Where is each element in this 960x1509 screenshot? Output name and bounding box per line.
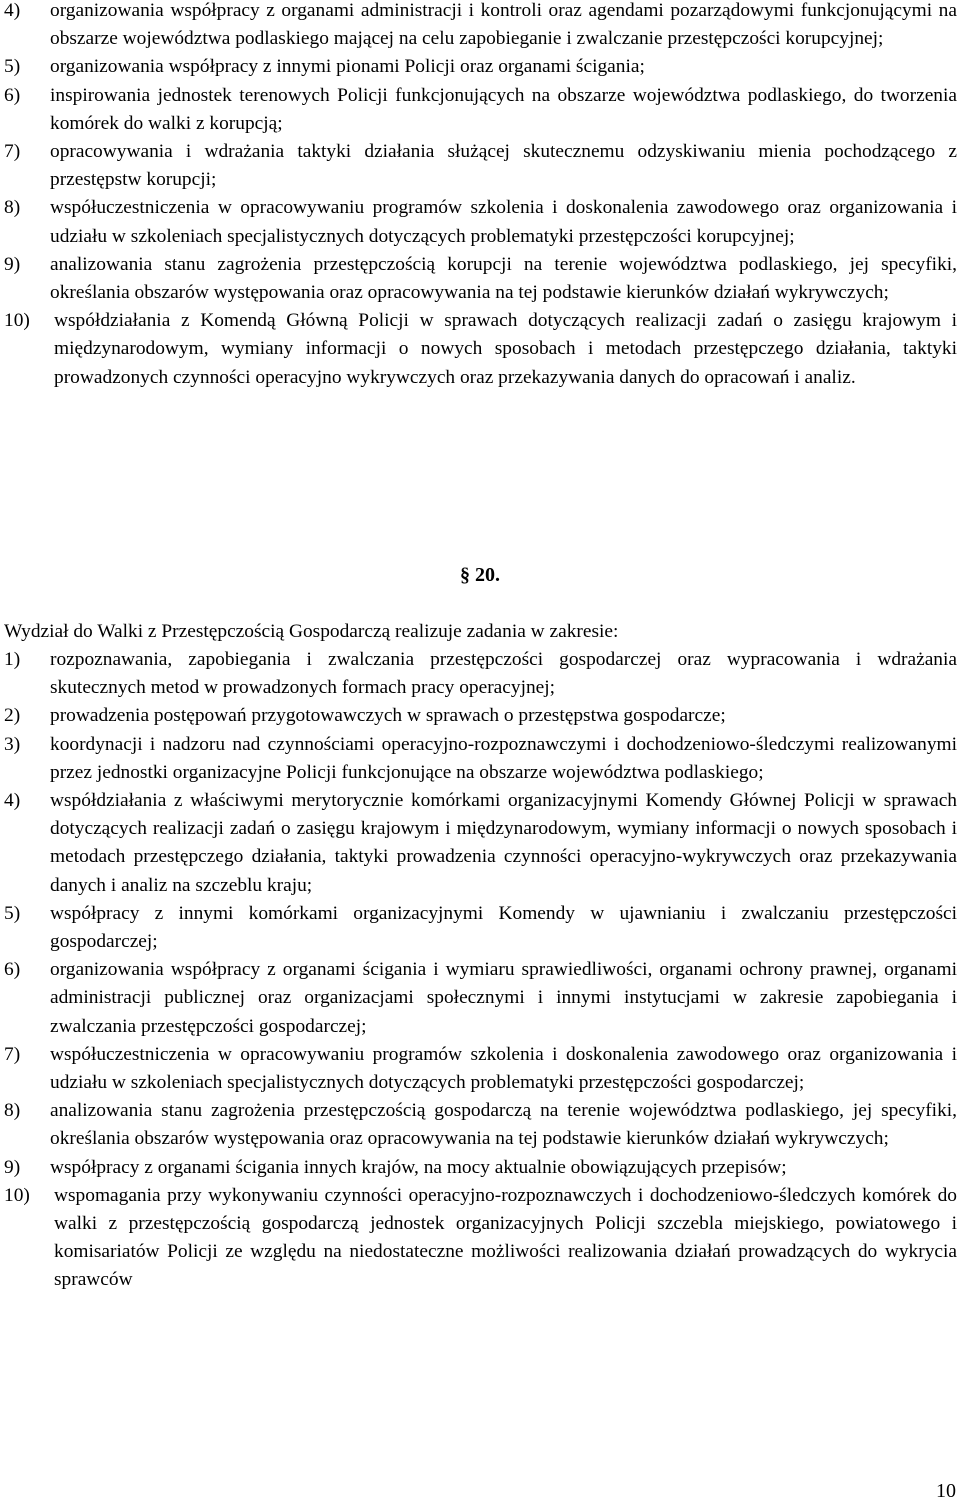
item-number: 8) [4,197,21,219]
list-item [4,82,957,138]
item-number: 4) [4,0,21,21]
list-item [4,1182,957,1295]
item-number: 9) [4,1156,21,1178]
list-item [4,138,957,194]
list-item [4,194,957,250]
item-text: organizowania współpracy z organami administracji i kontroli oraz agendami pozarządowymi funkcjonującymi na obszarze województwa podlaskiego mającej na celu zapobieganie i zwalczanie przestępczości korupcyjnej; [50,0,957,50]
item-number: 3) [4,733,21,755]
item-number: 6) [4,959,21,981]
item-number: 6) [4,84,21,106]
list-item [4,307,957,392]
item-text: współuczestniczenia w opracowywaniu programów szkolenia i doskonalenia zawodowego oraz organizowania i udziału w szkoleniach specjalistycznych dotyczących problematyki przestępczości korupcyjnej; [50,197,957,247]
list-item [4,0,957,53]
item-text: opracowywania i wdrażania taktyki działania służącej skutecznemu odzyskiwaniu mienia pochodzącego z przestępstw korupcji; [50,141,957,191]
list-item [4,646,957,702]
list-item [4,53,957,81]
list-item [4,731,957,787]
item-text: współuczestniczenia w opracowywaniu programów szkolenia i doskonalenia zawodowego oraz organizowania i udziału w szkoleniach specjalistycznych dotyczących problematyki przestępczości gospodarczej; [50,1043,957,1094]
item-number: 8) [4,1100,21,1122]
item-text: organizowania współpracy z organami ścigania i wymiaru sprawiedliwości, organami ochrony prawnej, organami administracji publicznej oraz organizacjami społecznymi i innymi instytucjami w zakresie zapobiegania i zwalczania przestępczości gospodarczej; [50,959,957,1037]
item-number: 9) [4,253,21,275]
list-item [4,251,957,307]
item-number: 10) [4,310,30,332]
item-text: analizowania stanu zagrożenia przestępczością gospodarczą na terenie województwa podlaskiego, jej specyfiki, określania obszarów występowania oraz opracowywania na tej podstawie kierunków działań wykrywczych; [50,1100,957,1150]
item-text: współpracy z organami ścigania innych krajów, na mocy aktualnie obowiązujących przepisów; [50,1156,787,1178]
item-number: 5) [4,902,21,924]
item-text: prowadzenia postępowań przygotowawczych w sprawach o przestępstwa gospodarcze; [50,705,726,727]
paragraph-heading: § 20. [460,564,500,586]
item-number: 7) [4,1043,21,1065]
item-number: 10) [4,1184,30,1206]
item-number: 7) [4,141,21,163]
item-number: 2) [4,705,21,727]
item-text: koordynacji i nadzoru nad czynnościami operacyjno-rozpoznawczymi i dochodzeniowo-śledczymi realizowanymi przez jednostki organizacyjne Policji funkcjonujące na obszarze województwa podlaskiego; [50,733,957,783]
item-number: 1) [4,649,21,670]
item-text: analizowania stanu zagrożenia przestępczością korupcji na terenie województwa podlaskiego, jej specyfiki, określania obszarów występowania oraz opracowywania na tej podstawie kierunków działań wykrywczych; [50,253,957,304]
list-item [4,956,957,1041]
list-item [4,900,957,956]
item-number: 5) [4,56,21,78]
item-text: wspomagania przy wykonywaniu czynności operacyjno-rozpoznawczych i dochodzeniowo-śledczych komórek do walki z przestępczością gospodarczą jednostek organizacyjnych Policji szczebla miejskiego, powiatowego i komisariatów Policji ze względu na niedostateczne możliwości realizowania działań prowadzących do wykrycia sprawców [54,1184,957,1291]
list-item [4,1041,957,1097]
section-intro: Wydział do Walki z Przestępczością Gospodarczą realizuje zadania w zakresie: [4,621,619,642]
item-text: współdziałania z Komendą Główną Policji w sprawach dotyczących realizacji zadań o zasięgu krajowym i międzynarodowym, wymiany informacji o nowych sposobach i metodach przestępczego działania, taktyki prowadzonych czynności operacyjno wykrywczych oraz przekazywania danych do opracowań i analiz. [54,310,957,388]
list-item [4,787,957,900]
item-text: współpracy z innymi komórkami organizacyjnymi Komendy w ujawnianiu i zwalczaniu przestępczości gospodarczej; [50,902,957,953]
item-text: organizowania współpracy z innymi pionami Policji oraz organami ścigania; [50,56,645,78]
item-text: współdziałania z właściwymi merytorycznie komórkami organizacyjnymi Komendy Głównej Policji w sprawach dotyczących realizacji zadań o zasięgu krajowym i międzynarodowym, wymiany informacji o nowych sposobach i metodach przestępczego działania, taktyki prowadzenia czynności operacyjno-wykrywczych oraz przekazywania danych i analiz na szczeblu kraju; [50,790,957,896]
task-list-economic-crime [4,646,957,1295]
item-text: inspirowania jednostek terenowych Policji funkcjonujących na obszarze województwa podlaskiego, do tworzenia komórek do walki z korupcją; [50,84,957,134]
page-number: 10 [936,1480,956,1502]
task-list-anticorruption [4,0,957,392]
item-number: 4) [4,790,21,812]
item-text: rozpoznawania, zapobiegania i zwalczania przestępczości gospodarczej oraz wypracowania i wdrażania skutecznych metod w prowadzonych formach pracy operacyjnej; [50,649,957,699]
list-item [4,702,957,730]
list-item [4,1154,957,1182]
list-item [4,1097,957,1153]
